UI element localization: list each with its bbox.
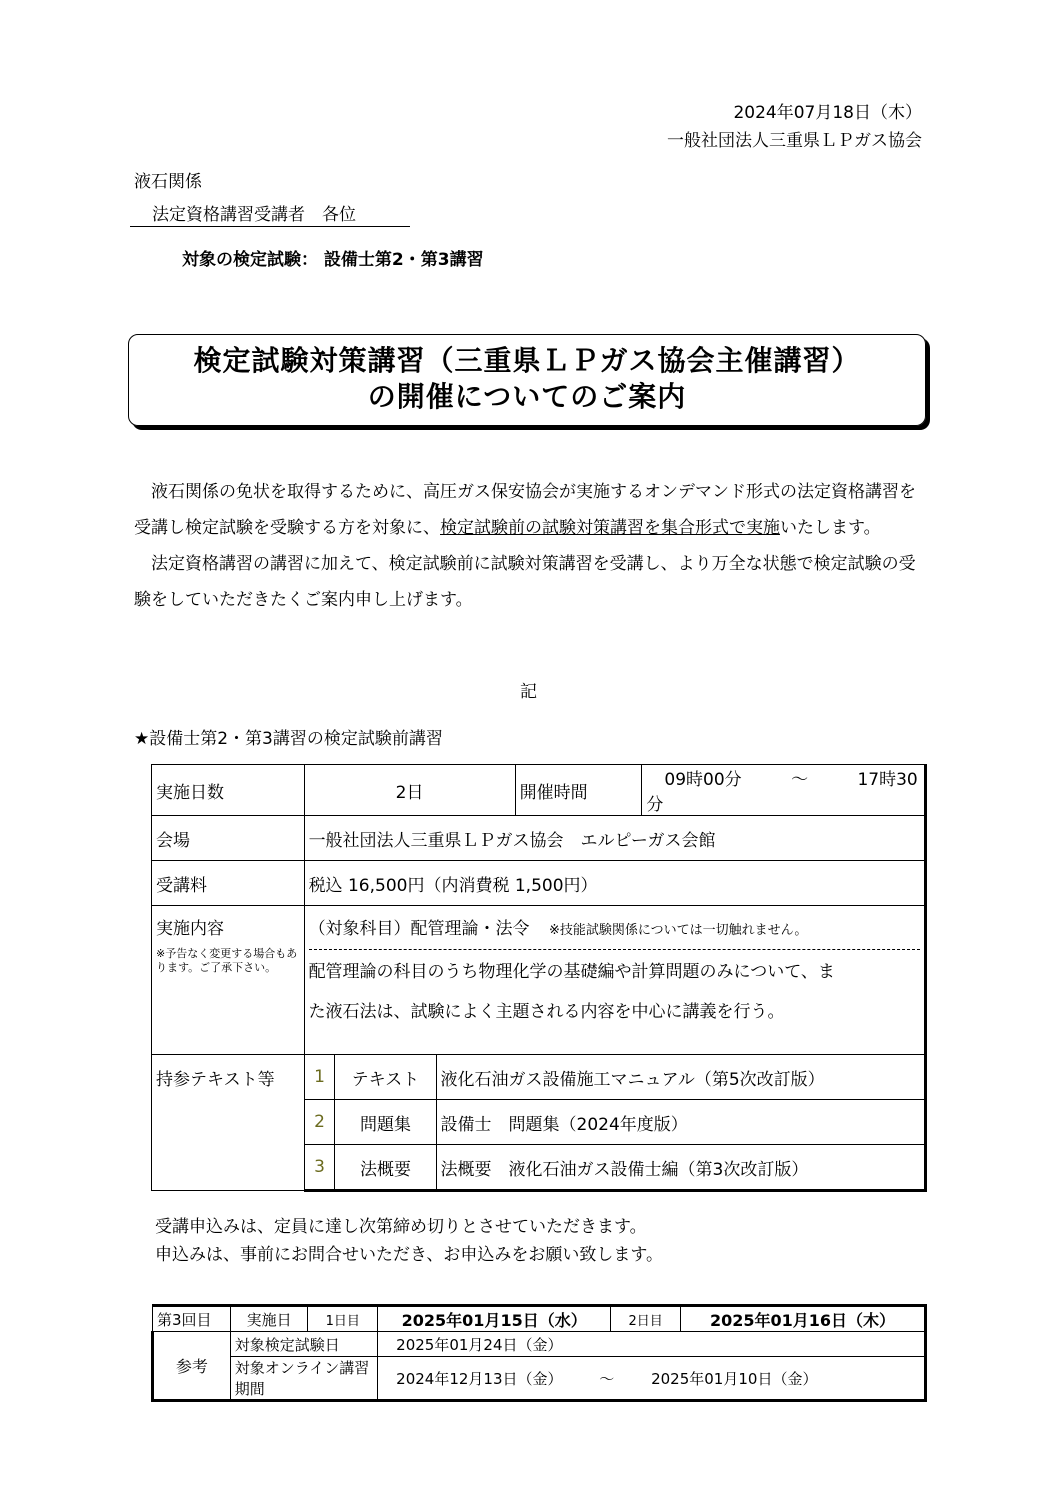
content-value-cell <box>304 906 925 1055</box>
recipient-group: 液石関係 <box>134 172 202 192</box>
schedule-date-label: 実施日 <box>230 1306 308 1332</box>
time-value: 09時00分 ～ 17時30分 <box>642 765 926 816</box>
exam-date-value: 2025年01月24日（金） <box>378 1332 926 1357</box>
days-label: 実施日数 <box>152 765 305 816</box>
fee-label: 受講料 <box>152 861 305 906</box>
day1-label: 1日目 <box>308 1306 378 1332</box>
text-num: 2 <box>304 1100 335 1145</box>
day1-date: 2025年01月15日（水） <box>378 1306 611 1332</box>
content-desc-1: 配管理論の科目のうち物理化学の基礎編や計算問題のみについて、ま <box>308 962 835 982</box>
section-title: ★設備士第2・第3講習の検定試験前講習 <box>134 729 443 749</box>
deadline-note: 受講申込みは、定員に達し次第締め切りとさせていただきます。 <box>155 1217 647 1237</box>
issue-date: 2024年07月18日（木） <box>733 103 922 123</box>
exam-date-label: 対象検定試験日 <box>230 1332 377 1357</box>
course-info-table <box>151 764 927 1192</box>
body-paragraph-2: 法定資格講習の講習に加えて、検定試験前に試験対策講習を受講し、より万全な状態で検定試験の受験をしていただきたくご案内申し上げます。 <box>134 554 916 610</box>
venue-label: 会場 <box>152 816 305 861</box>
text-name: 法概要 液化石油ガス設備士編（第3次改訂版） <box>436 1145 925 1191</box>
body-underline: 検定試験前の試験対策講習を集合形式で実施 <box>440 518 780 538</box>
text-kind: 法概要 <box>335 1145 436 1191</box>
reference-label: 参考 <box>153 1332 231 1401</box>
online-period-value: 2024年12月13日（金） ～ 2025年01月10日（金） <box>378 1357 926 1401</box>
content-subject: （対象科目）配管理論・法令 ※技能試験関係については一切触れません。 <box>308 919 808 939</box>
content-divider <box>309 949 920 950</box>
title-box <box>128 334 926 426</box>
day2-date: 2025年01月16日（木） <box>680 1306 925 1332</box>
text-kind: 問題集 <box>335 1100 436 1145</box>
recipient-underline <box>130 226 410 227</box>
text-kind: テキスト <box>335 1055 436 1100</box>
content-label: 実施内容 <box>156 919 224 939</box>
title-line-1: 検定試験対策講習（三重県ＬＰガス協会主催講習） <box>193 344 861 377</box>
text-name: 設備士 問題集（2024年度版） <box>436 1100 925 1145</box>
content-note: ※予告なく変更する場合もあります。ご了承下さい。 <box>156 947 298 974</box>
texts-label: 持参テキスト等 <box>152 1055 305 1191</box>
session-number: 第3回目 <box>153 1306 231 1332</box>
online-period-label: 対象オンライン講習期間 <box>230 1357 377 1401</box>
venue-value: 一般社団法人三重県ＬＰガス協会 エルピーガス会館 <box>304 816 925 861</box>
time-label: 開催時間 <box>515 765 642 816</box>
sender-org: 一般社団法人三重県ＬＰガス協会 <box>667 131 922 151</box>
text-name: 液化石油ガス設備施工マニュアル（第5次改訂版） <box>436 1055 925 1100</box>
text-num: 3 <box>304 1145 335 1191</box>
target-exam: 対象の検定試験： 設備士第2・第3講習 <box>182 250 484 270</box>
days-value: 2日 <box>304 765 515 816</box>
content-subject-note: ※技能試験関係については一切触れません。 <box>548 923 808 938</box>
application-note: 申込みは、事前にお問合せいただき、お申込みをお願い致します。 <box>155 1245 663 1265</box>
body-text <box>134 474 922 618</box>
text-num: 1 <box>304 1055 335 1100</box>
fee-value: 税込 16,500円（内消費税 1,500円） <box>304 861 925 906</box>
recipient-addressee: 法定資格講習受講者 各位 <box>152 205 356 225</box>
content-label-cell <box>152 906 305 1055</box>
body-paragraph-1: 液石関係の免状を取得するために、高圧ガス保安協会が実施するオンデマンド形式の法定資格講習を受講し検定試験を受験する方を対象に、検定試験前の試験対策講習を集合形式で実施いたします。 <box>134 482 916 538</box>
day2-label: 2日目 <box>611 1306 681 1332</box>
ki-marker: 記 <box>520 682 537 702</box>
schedule-table <box>151 1304 927 1402</box>
content-desc-2: た液石法は、試験によく主題される内容を中心に講義を行う。 <box>308 1002 785 1022</box>
title-line-2: の開催についてのご案内 <box>367 380 687 413</box>
